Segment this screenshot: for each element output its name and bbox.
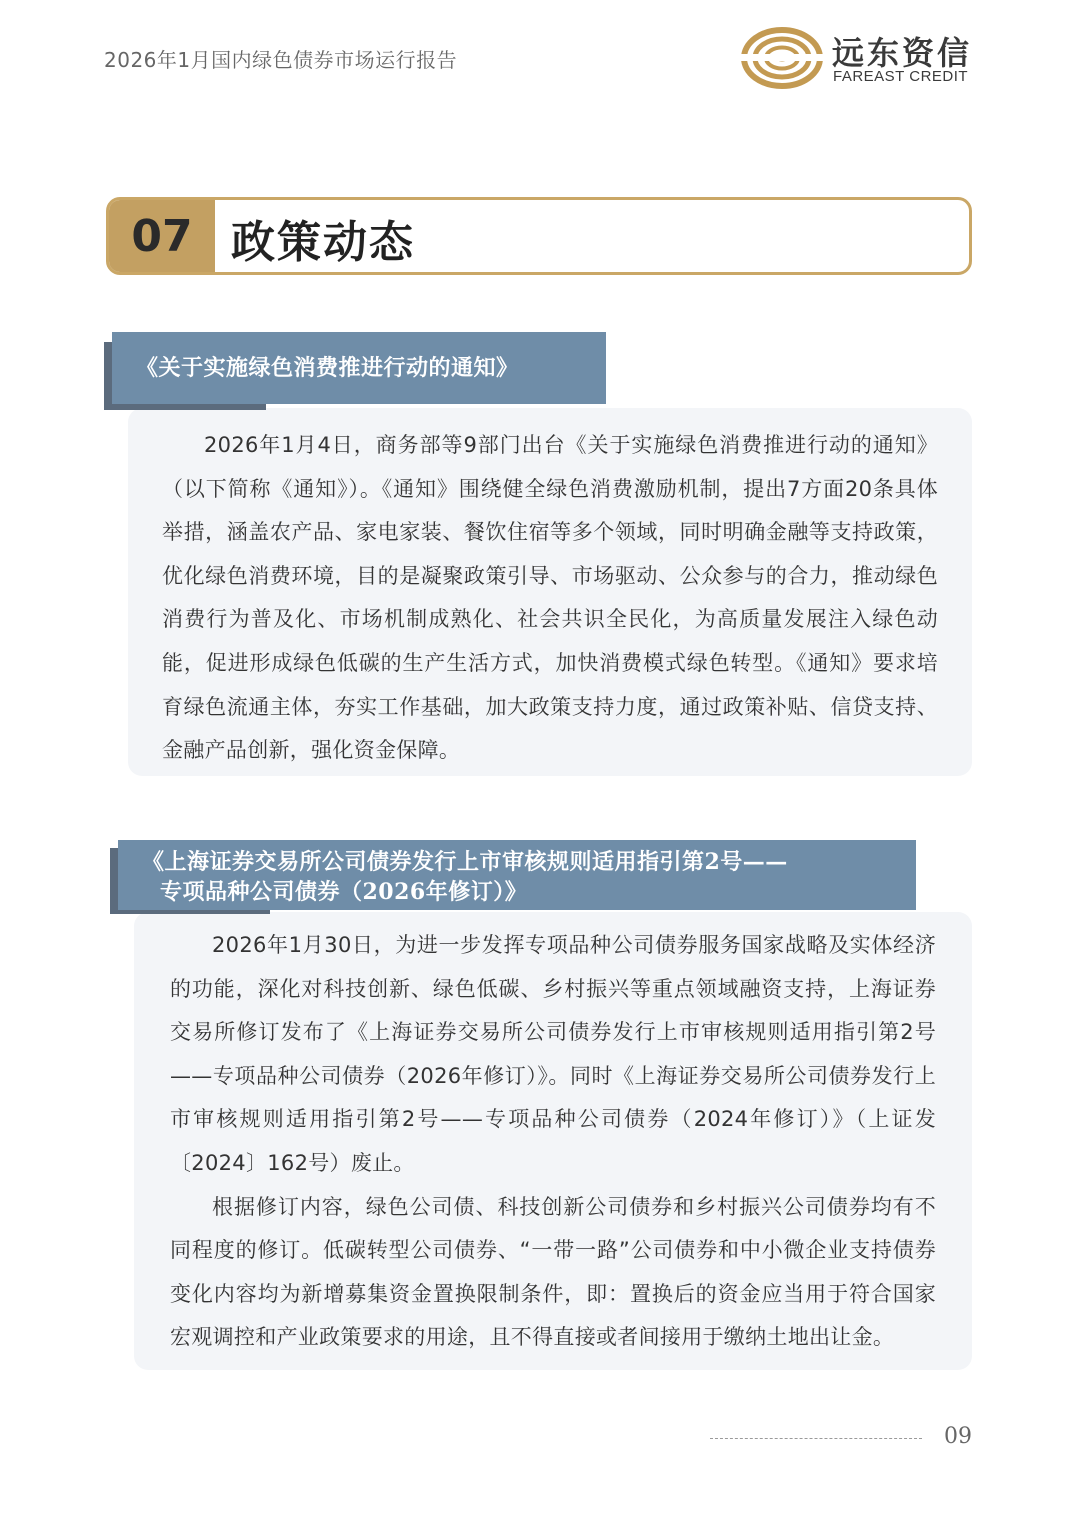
section-number: 07 <box>109 200 215 272</box>
policy-tag-2-shadow <box>110 848 118 912</box>
policy-tag-1 <box>112 332 606 404</box>
policy-2-title-line-1: 《上海证券交易所公司债券发行上市审核规则适用指引第2号—— <box>142 849 788 875</box>
policy-card-2 <box>134 912 972 1370</box>
footer-divider <box>710 1438 922 1439</box>
report-title: 2026年1月国内绿色债券市场运行报告 <box>104 48 458 72</box>
section-title: 政策动态 <box>231 217 415 268</box>
policy-2-paragraph-1: 2026年1月30日，为进一步发挥专项品种公司债券服务国家战略及实体经济的功能，深化对科技创新、绿色低碳、乡村振兴等重点领域融资支持，上海证券交易所修订发布了《上海证券交易所公司债券发行上市审核规则适用指引第2号——专项品种公司债券（2026年修订）》。同时《上海证券交易所公司债券发行上市审核规则适用指引第2号——专项品种公司债券（2024年修订）》（上证发〔2024〕162号）废止。 <box>170 933 936 1175</box>
policy-tag-2 <box>118 840 916 910</box>
policy-tag-1-shadow <box>104 342 112 408</box>
logo-mark-icon <box>740 26 824 90</box>
policy-2-paragraph-2: 根据修订内容，绿色公司债、科技创新公司债券和乡村振兴公司债券均有不同程度的修订。低碳转型公司债券、“一带一路”公司债券和中小微企业支持债券变化内容均为新增募集资金置换限制条件，即：置换后的资金应当用于符合国家宏观调控和产业政策要求的用途，且不得直接或者间接用于缴纳土地出让金。 <box>170 1194 936 1350</box>
policy-1-paragraph: 2026年1月4日，商务部等9部门出台《关于实施绿色消费推进行动的通知》（以下简称《通知》）。《通知》围绕健全绿色消费激励机制，提出7方面20条具体举措，涵盖农产品、家电家装、餐饮住宿等多个领域，同时明确金融等支持政策，优化绿色消费环境，目的是凝聚政策引导、市场驱动、公众参与的合力，推动绿色消费行为普及化、市场机制成熟化、社会共识全民化，为高质量发展注入绿色动能，促进形成绿色低碳的生产生活方式，加快消费模式绿色转型。《通知》要求培育绿色流通主体，夯实工作基础，加大政策支持力度，通过政策补贴、信贷支持、金融产品创新，强化资金保障。 <box>162 433 938 763</box>
company-logo <box>740 26 980 92</box>
policy-1-title: 《关于实施绿色消费推进行动的通知》 <box>136 355 519 381</box>
section-banner <box>106 197 972 275</box>
logo-text-cn: 远东资信 <box>832 34 973 72</box>
policy-card-1 <box>128 408 972 776</box>
policy-tag-1-shadow-bottom <box>104 404 266 410</box>
policy-2-title-line-2: 专项品种公司债券（2026年修订）》 <box>160 879 528 905</box>
page-number: 09 <box>944 1424 972 1449</box>
logo-text-en: FAREAST CREDIT <box>833 68 969 85</box>
